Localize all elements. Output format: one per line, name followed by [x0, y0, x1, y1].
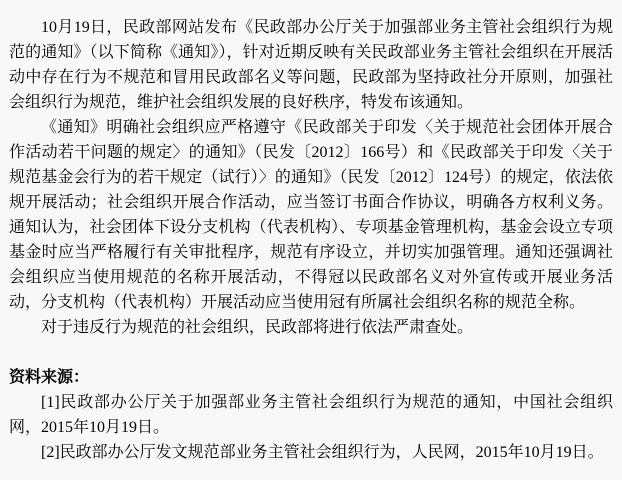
source-item-1: [1]民政部办公厅关于加强部业务主管社会组织行为规范的通知，中国社会组织网，2015年10月19日。	[9, 394, 613, 436]
paragraph-enforcement: 对于违反行为规范的社会组织，民政部将进行依法严肃查处。	[41, 319, 474, 336]
paragraph-notice-details: 《通知》明确社会组织应严格遵守《民政部关于印发〈关于规范社会团体开展合作活动若干问题的规定〉的通知》（民发〔2012〕166号）和《民政部关于印发〈关于规范基金会行为的若干规定（试行）〉的通知》（民发〔2012〕124号）的规定，依法依规开展活动；社会组织开展合作活动，应当签订书面合作协议，明确各方权利义务。通知认为，社会团体下设分支机构（代表机构）、专项基金管理机构，基金会设立专项基金时应当严格履行有关审批程序，规范有序设立，并切实加强管理。通知还强调社会组织应当使用规范的名称开展活动，不得冠以民政部名义对外宣传或开展业务活动，分支机构（代表机构）开展活动应当使用冠有所属社会组织名称的规范全称。	[9, 119, 613, 311]
source-item-2: [2]民政部办公厅发文规范部业务主管社会组织行为，人民网，2015年10月19日。	[41, 444, 604, 461]
paragraph-intro: 10月19日，民政部网站发布《民政部办公厅关于加强部业务主管社会组织行为规范的通知》（以下简称《通知》），针对近期反映有关民政部业务主管社会组织在开展活动中存在行为不规范和冒用民政部名义等问题，民政部为坚持政社分开原则，加强社会组织行为规范，维护社会组织发展的良好秩序，特发布该通知。	[9, 19, 613, 111]
sources-heading: 资料来源：	[9, 369, 90, 386]
